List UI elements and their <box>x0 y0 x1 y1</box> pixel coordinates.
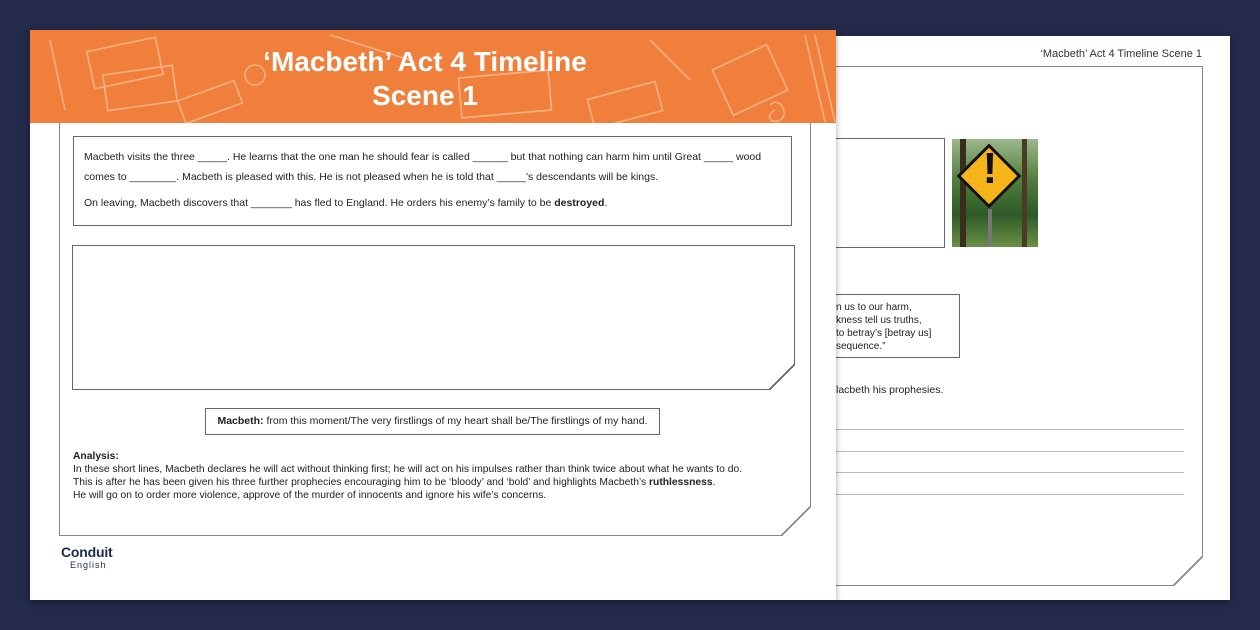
quote-box <box>205 408 660 435</box>
back-partial-text: lacbeth his prophesies. <box>836 384 944 396</box>
cloze-text-box <box>73 136 792 226</box>
analysis-line <box>73 476 803 489</box>
tree-trunk <box>960 139 966 247</box>
analysis-line: In these short lines, Macbeth declares he will act without thinking first; he will act on his impulses rather than think twice about what he wants to do. <box>73 464 743 475</box>
back-quote-box <box>836 294 960 358</box>
quote-line: sequence.” <box>836 341 886 352</box>
analysis-section <box>73 450 803 502</box>
quote-text: from this moment/The very firstlings of my heart shall be/The firstlings of my hand. <box>263 415 648 427</box>
exclamation-icon: ! <box>982 144 998 193</box>
analysis-heading: Analysis: <box>73 451 119 462</box>
cloze-line: On leaving, Macbeth discovers that _______ has fled to England. He orders his enemy’s family to be <box>84 197 555 209</box>
writing-line[interactable] <box>836 429 1184 430</box>
back-worksheet-page <box>836 36 1230 600</box>
title-banner <box>30 30 836 123</box>
frame-corner <box>781 506 811 536</box>
quote-line: to betray’s [betray us] <box>836 328 932 339</box>
cloze-line: Macbeth visits the three _____. He learns that the one man he should fear is called ______ but that nothing can harm him until Great _____ wood <box>84 151 762 163</box>
frame-corner <box>1173 556 1203 586</box>
front-worksheet-page <box>30 30 836 600</box>
writing-line[interactable] <box>836 472 1184 473</box>
logo-name: Conduit <box>61 544 113 560</box>
box-corner <box>769 364 795 390</box>
answer-box[interactable] <box>72 245 795 390</box>
quote-line: n us to our harm, <box>836 302 912 313</box>
quote-line: kness tell us truths, <box>836 315 922 326</box>
tree-trunk <box>1022 139 1027 247</box>
warning-sign-photo <box>952 139 1038 247</box>
bold-word: ruthlessness <box>649 477 713 488</box>
punctuation: . <box>712 477 716 488</box>
page-title-line2: Scene 1 <box>372 80 478 111</box>
punctuation: . <box>604 197 608 209</box>
analysis-line: He will go on to order more violence, approve of the murder of innocents and ignore his wife’s concerns. <box>73 490 547 501</box>
page-title-line1: ‘Macbeth’ Act 4 Timeline <box>263 46 587 77</box>
conduit-english-logo <box>61 544 112 570</box>
writing-line[interactable] <box>836 494 1184 495</box>
quote-speaker: Macbeth: <box>217 415 264 427</box>
cloze-paragraph-2 <box>84 193 781 213</box>
cloze-line: comes to ________. Macbeth is pleased with this. He is not pleased when he is told that _____’s descendants will be kings. <box>84 171 659 183</box>
logo-subtitle: English <box>70 560 107 570</box>
cloze-paragraph-1 <box>84 147 781 187</box>
bold-word: destroyed <box>554 197 605 209</box>
analysis-text: This is after he has been given his three further prophecies encouraging him to be ‘bloody’ and ‘bold’ and highlights Macbeth’s <box>73 477 650 488</box>
back-page-header: ‘Macbeth’ Act 4 Timeline Scene 1 <box>1040 48 1202 60</box>
writing-line[interactable] <box>836 451 1184 452</box>
back-empty-box <box>836 138 945 248</box>
sign-post <box>988 209 992 247</box>
